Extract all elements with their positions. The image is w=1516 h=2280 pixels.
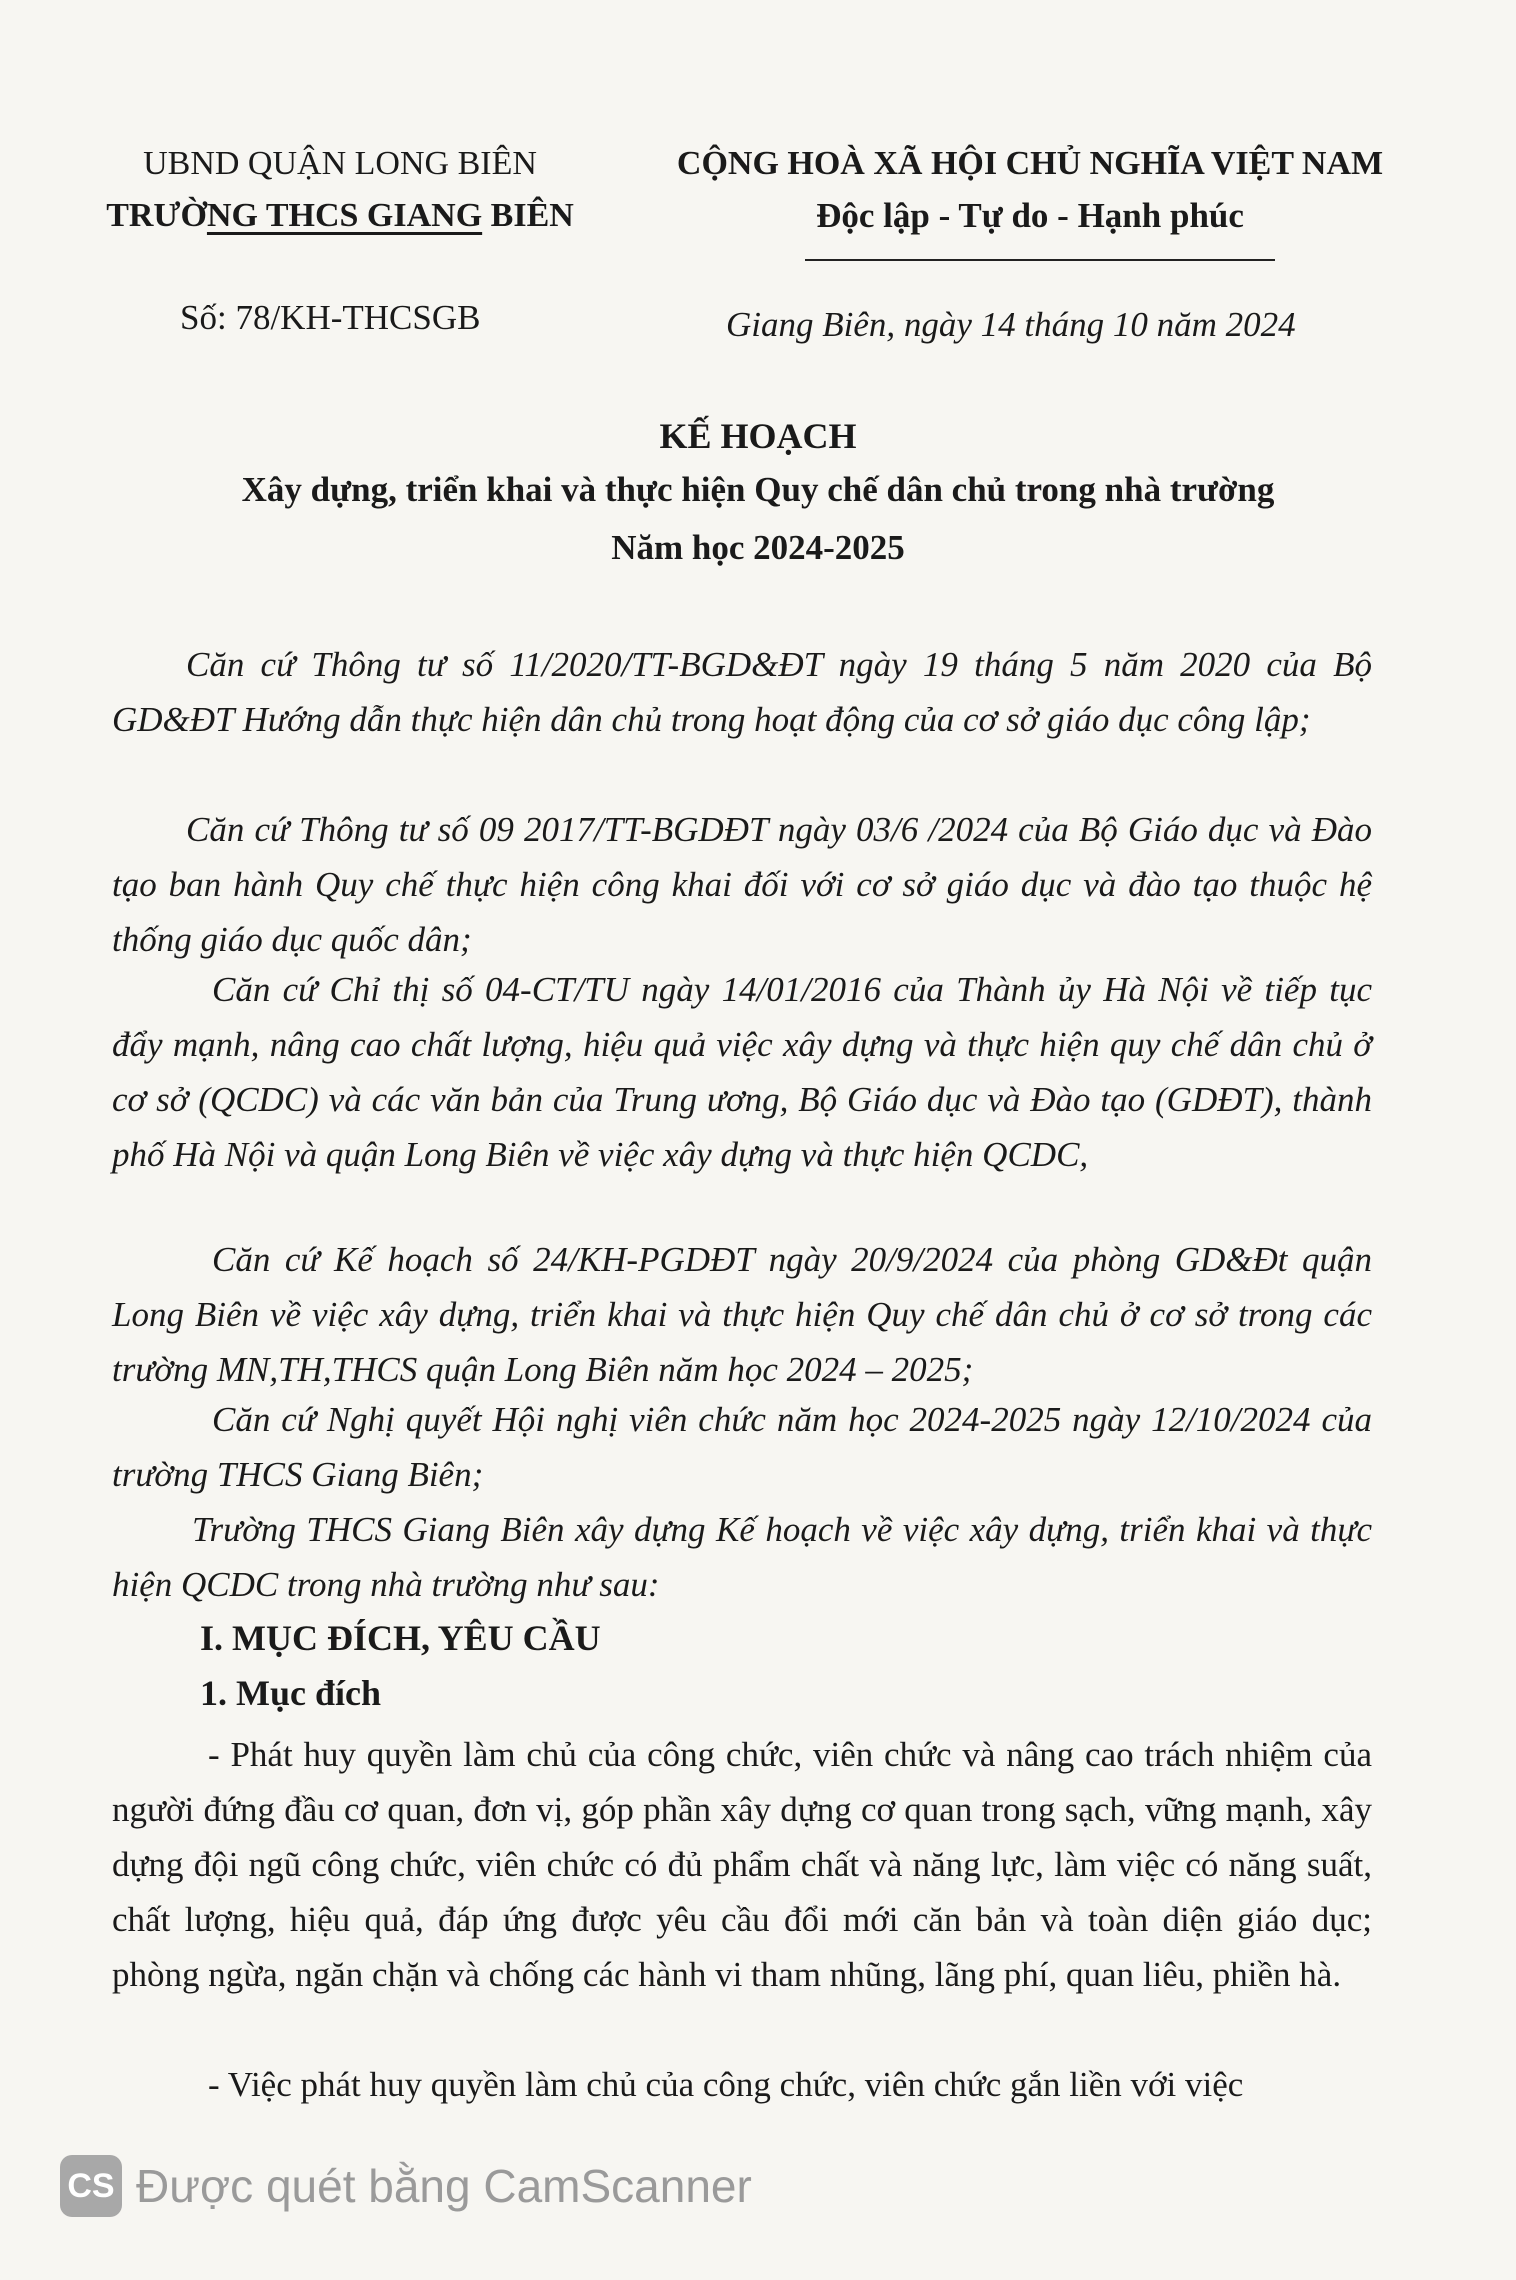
- national-motto: Độc lập - Tự do - Hạnh phúc: [816, 196, 1244, 235]
- motto-underline: [805, 259, 1275, 261]
- citation-paragraph: Trường THCS Giang Biên xây dựng Kế hoạch về việc xây dựng, triển khai và thực hiện QCDC trong nhà trường như sau:: [112, 1510, 1372, 1604]
- citation-paragraph: Căn cứ Thông tư số 11/2020/TT-BGD&ĐT ngày 19 tháng 5 năm 2020 của Bộ GD&ĐT Hướng dẫn thực hiện dân chủ trong hoạt động của cơ sở giáo dục công lập;: [112, 645, 1372, 739]
- document-title: KẾ HOẠCH: [659, 416, 857, 456]
- document-number: Số: 78/KH-THCSGB: [180, 298, 481, 337]
- body-paragraph: - Việc phát huy quyền làm chủ của công chức, viên chức gắn liền với việc: [208, 2065, 1244, 2104]
- citation-paragraph: Căn cứ Chỉ thị số 04-CT/TU ngày 14/01/2016 của Thành ủy Hà Nội về tiếp tục đẩy mạnh, nâng cao chất lượng, hiệu quả việc xây dựng và thực hiện quy chế dân chủ ở cơ sở (QCDC) và các văn bản của Trung ương, Bộ Giáo dục và Đào tạo (GDĐT), thành phố Hà Nội và quận Long Biên về việc xây dựng và thực hiện QCDC,: [112, 970, 1372, 1174]
- camscanner-logo-icon: CS: [60, 2155, 122, 2217]
- document-subtitle: Xây dựng, triển khai và thực hiện Quy chế dân chủ trong nhà trường: [241, 470, 1275, 509]
- citation-paragraph: Căn cứ Kế hoạch số 24/KH-PGDĐT ngày 20/9/2024 của phòng GD&Đt quận Long Biên về việc xây dựng, triển khai và thực hiện Quy chế dân chủ ở cơ sở trong các trường MN,TH,THCS quận Long Biên năm học 2024 – 2025;: [112, 1240, 1372, 1389]
- body-paragraph: - Phát huy quyền làm chủ của công chức, viên chức và nâng cao trách nhiệm của người đứng đầu cơ quan, đơn vị, góp phần xây dựng cơ quan trong sạch, vững mạnh, xây dựng đội ngũ công chức, viên chức có đủ phẩm chất và năng lực, làm việc có năng suất, chất lượng, hiệu quả, đáp ứng được yêu cầu đổi mới căn bản và toàn diện giáo dục; phòng ngừa, ngăn chặn và chống các hành vi tham nhũng, lãng phí, quan liêu, phiền hà.: [112, 1735, 1372, 1994]
- citation-paragraph: Căn cứ Thông tư số 09 2017/TT-BGDĐT ngày 03/6 /2024 của Bộ Giáo dục và Đào tạo ban hành Quy chế thực hiện công khai đối với cơ sở giáo dục và đào tạo thuộc hệ thống giáo dục quốc dân;: [112, 810, 1372, 959]
- national-heading-block: [650, 138, 1410, 242]
- school-name: [100, 190, 580, 242]
- school-name-end: BIÊN: [482, 197, 574, 234]
- school-name-underlined: NG THCS GIANG: [206, 197, 483, 234]
- document-school-year: Năm học 2024-2025: [611, 528, 905, 567]
- subsection-heading: 1. Mục đích: [200, 1673, 382, 1713]
- document-date: Giang Biên, ngày 14 tháng 10 năm 2024: [726, 305, 1296, 344]
- school-name-part: TRƯỜ: [106, 197, 207, 234]
- issuing-agency-block: [100, 138, 580, 242]
- scanner-watermark: [60, 2155, 752, 2217]
- agency-name: UBND QUẬN LONG BIÊN: [143, 145, 537, 182]
- section-heading: I. MỤC ĐÍCH, YÊU CẦU: [200, 1618, 601, 1658]
- country-name: CỘNG HOÀ XÃ HỘI CHỦ NGHĨA VIỆT NAM: [676, 145, 1384, 182]
- citation-paragraph: Căn cứ Nghị quyết Hội nghị viên chức năm học 2024-2025 ngày 12/10/2024 của trường THCS Giang Biên;: [112, 1400, 1372, 1494]
- watermark-text: Được quét bằng CamScanner: [136, 2160, 752, 2212]
